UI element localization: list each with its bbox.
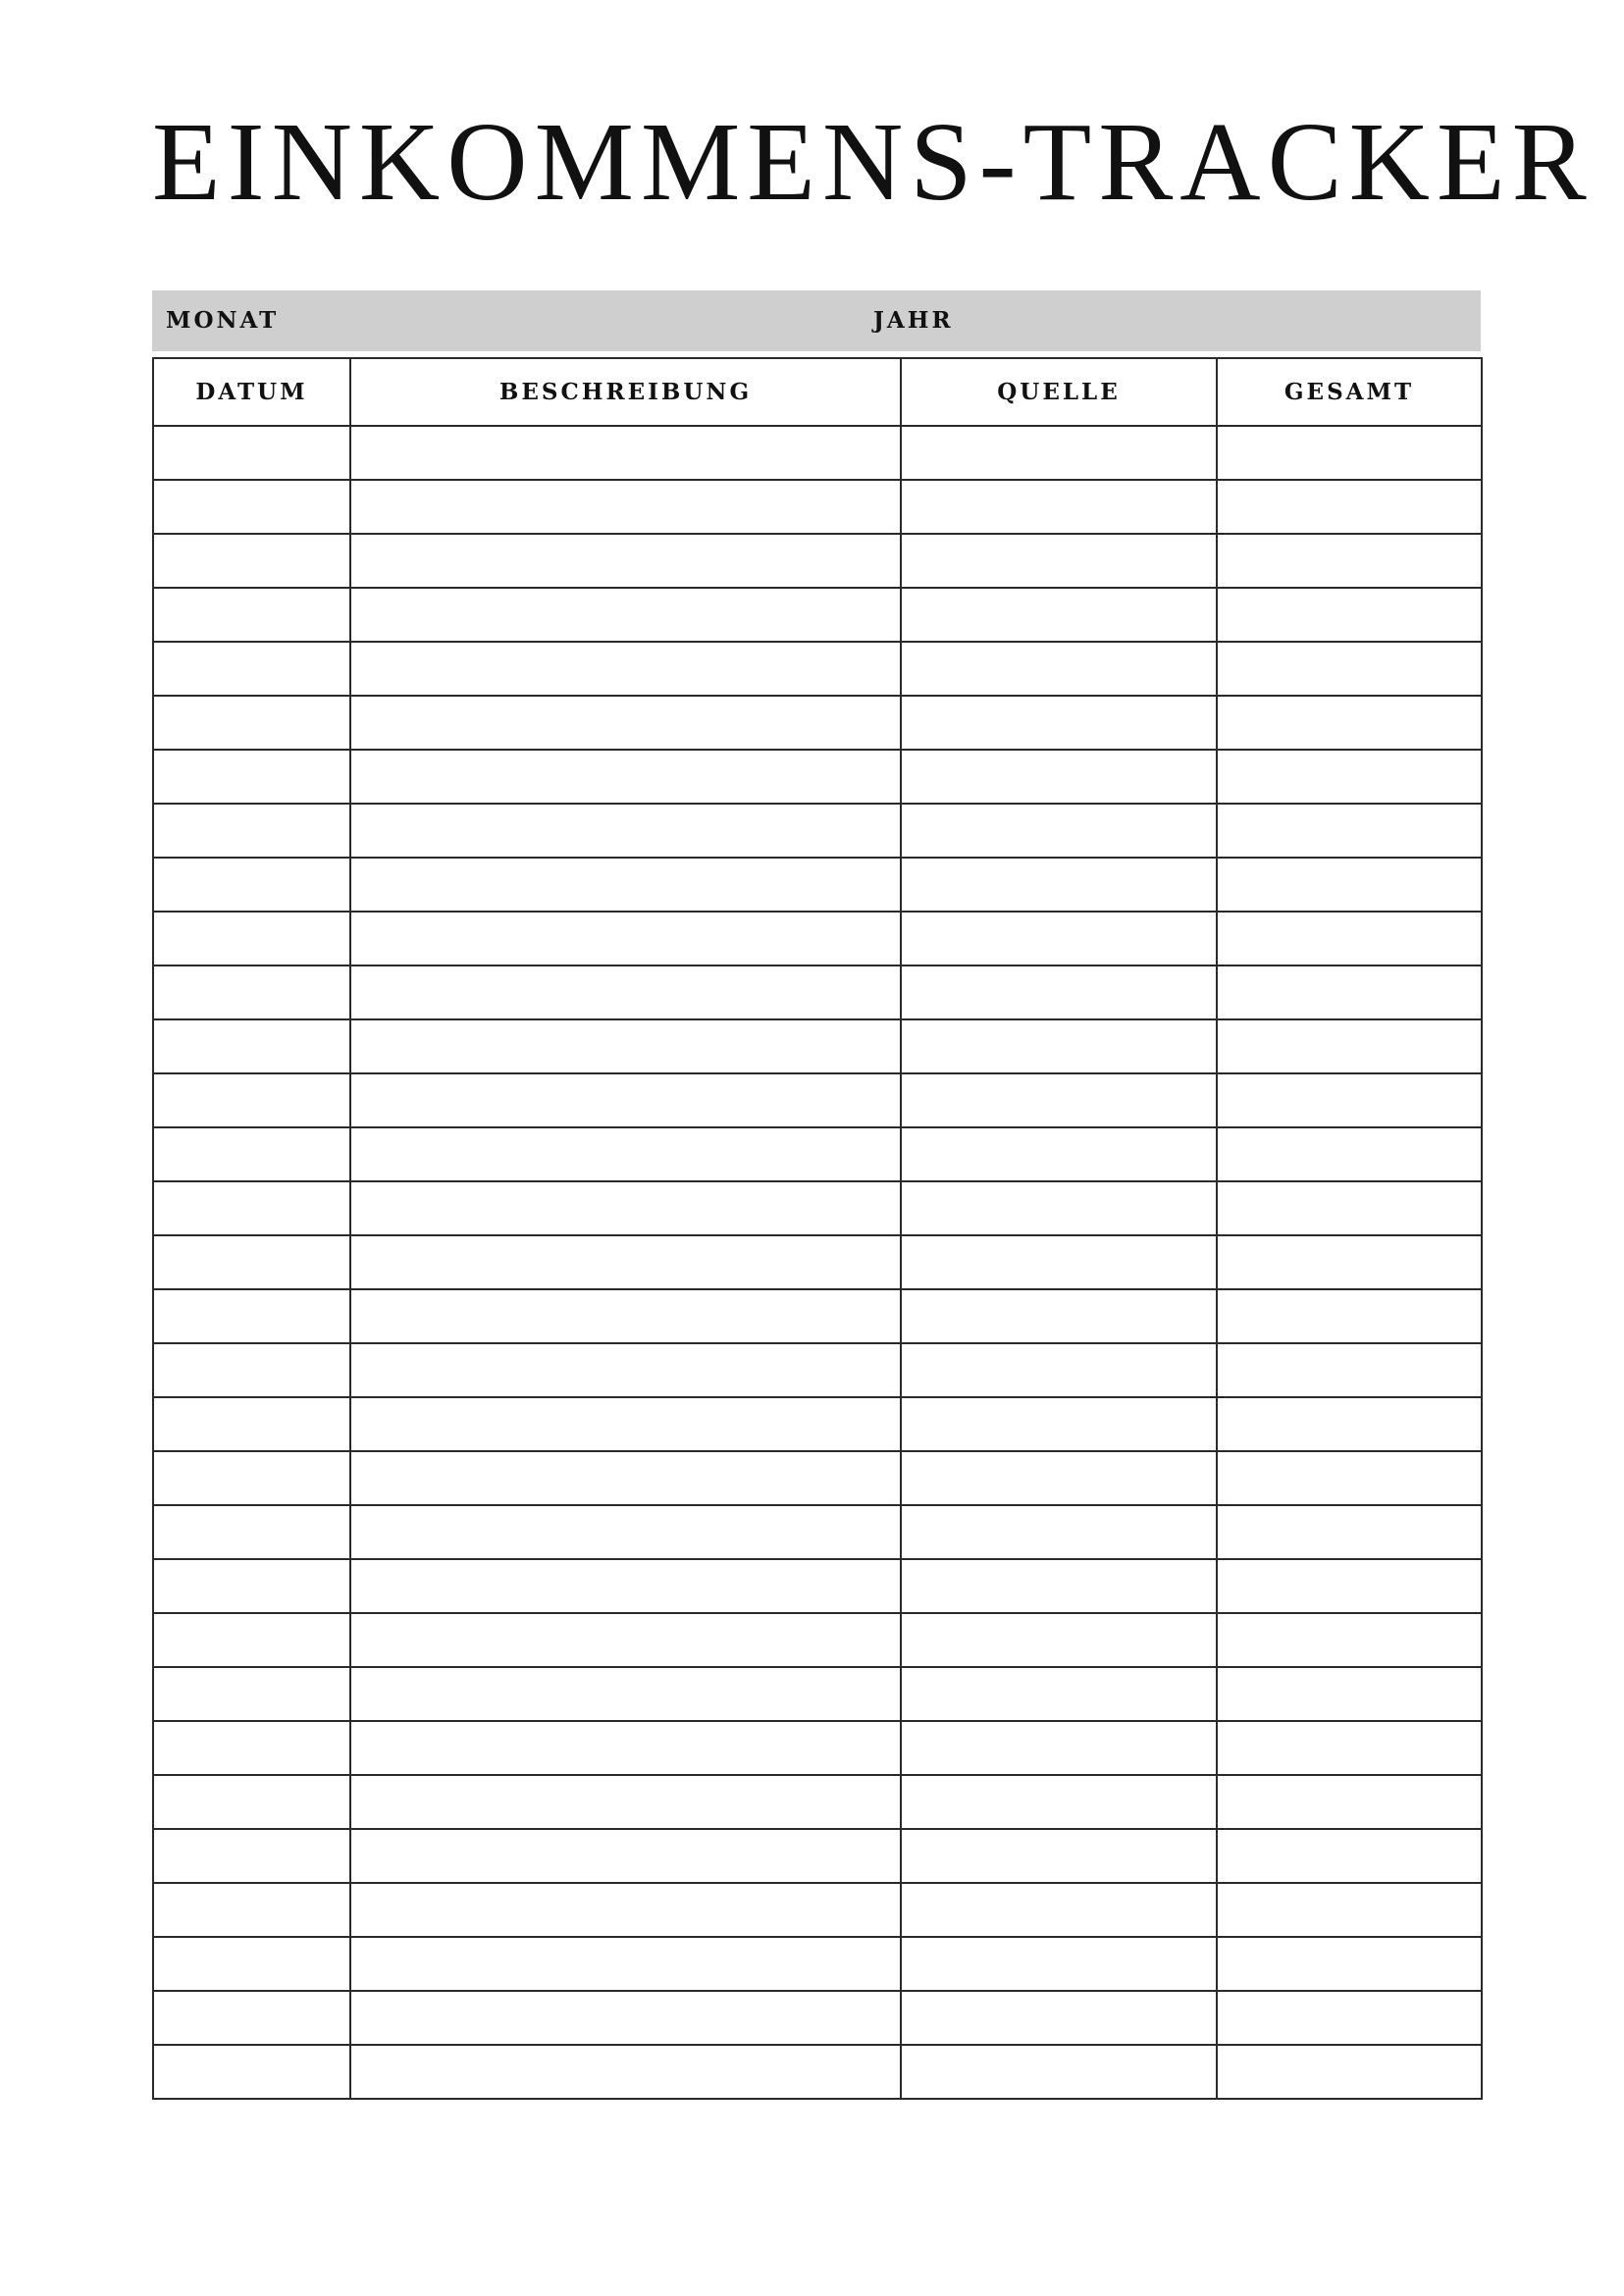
datum-cell[interactable] xyxy=(153,1613,350,1667)
quelle-cell[interactable] xyxy=(901,1235,1217,1289)
datum-cell[interactable] xyxy=(153,912,350,965)
gesamt-cell[interactable] xyxy=(1217,1721,1482,1775)
datum-cell[interactable] xyxy=(153,1127,350,1181)
beschreibung-cell[interactable] xyxy=(350,1613,901,1667)
quelle-cell[interactable] xyxy=(901,1991,1217,2045)
table-row xyxy=(153,1181,1482,1235)
quelle-cell[interactable] xyxy=(901,588,1217,642)
month-label: MONAT xyxy=(166,307,280,334)
quelle-cell[interactable] xyxy=(901,858,1217,912)
beschreibung-cell[interactable] xyxy=(350,1235,901,1289)
table-row xyxy=(153,1775,1482,1829)
datum-cell[interactable] xyxy=(153,696,350,750)
beschreibung-cell[interactable] xyxy=(350,588,901,642)
beschreibung-cell[interactable] xyxy=(350,1019,901,1073)
beschreibung-cell[interactable] xyxy=(350,1559,901,1613)
beschreibung-cell[interactable] xyxy=(350,1775,901,1829)
gesamt-cell[interactable] xyxy=(1217,588,1482,642)
gesamt-cell[interactable] xyxy=(1217,1829,1482,1883)
table-row xyxy=(153,642,1482,696)
datum-cell[interactable] xyxy=(153,2045,350,2099)
beschreibung-cell[interactable] xyxy=(350,1721,901,1775)
gesamt-cell[interactable] xyxy=(1217,750,1482,804)
quelle-cell[interactable] xyxy=(901,1829,1217,1883)
datum-cell[interactable] xyxy=(153,1397,350,1451)
gesamt-cell[interactable] xyxy=(1217,1073,1482,1127)
table-row xyxy=(153,965,1482,1019)
datum-cell[interactable] xyxy=(153,1451,350,1505)
quelle-cell[interactable] xyxy=(901,804,1217,858)
quelle-cell[interactable] xyxy=(901,750,1217,804)
gesamt-cell[interactable] xyxy=(1217,1235,1482,1289)
gesamt-cell[interactable] xyxy=(1217,1937,1482,1991)
beschreibung-cell[interactable] xyxy=(350,1397,901,1451)
beschreibung-cell[interactable] xyxy=(350,1667,901,1721)
datum-cell[interactable] xyxy=(153,1019,350,1073)
table-row xyxy=(153,1937,1482,1991)
table-row xyxy=(153,912,1482,965)
datum-cell[interactable] xyxy=(153,1559,350,1613)
table-row xyxy=(153,1073,1482,1127)
quelle-cell[interactable] xyxy=(901,1559,1217,1613)
table-header-row xyxy=(153,358,1482,426)
datum-cell[interactable] xyxy=(153,1937,350,1991)
table-row xyxy=(153,1343,1482,1397)
month-year-bar xyxy=(152,290,1481,351)
gesamt-cell[interactable] xyxy=(1217,1181,1482,1235)
quelle-cell[interactable] xyxy=(901,1667,1217,1721)
beschreibung-cell[interactable] xyxy=(350,1937,901,1991)
quelle-cell[interactable] xyxy=(901,534,1217,588)
beschreibung-cell[interactable] xyxy=(350,534,901,588)
beschreibung-cell[interactable] xyxy=(350,480,901,534)
quelle-cell[interactable] xyxy=(901,1127,1217,1181)
table-body xyxy=(153,426,1482,2099)
gesamt-cell[interactable] xyxy=(1217,1397,1482,1451)
gesamt-cell[interactable] xyxy=(1217,480,1482,534)
gesamt-cell[interactable] xyxy=(1217,1613,1482,1667)
datum-cell[interactable] xyxy=(153,1181,350,1235)
page-title: EINKOMMENS-TRACKER xyxy=(152,99,1594,224)
beschreibung-cell[interactable] xyxy=(350,1991,901,2045)
table-row xyxy=(153,1883,1482,1937)
beschreibung-cell[interactable] xyxy=(350,965,901,1019)
quelle-cell[interactable] xyxy=(901,965,1217,1019)
quelle-cell[interactable] xyxy=(901,1451,1217,1505)
quelle-cell[interactable] xyxy=(901,1505,1217,1559)
table-row xyxy=(153,1559,1482,1613)
table-row xyxy=(153,750,1482,804)
table-row xyxy=(153,1397,1482,1451)
gesamt-cell[interactable] xyxy=(1217,804,1482,858)
gesamt-cell[interactable] xyxy=(1217,1883,1482,1937)
beschreibung-cell[interactable] xyxy=(350,642,901,696)
quelle-cell[interactable] xyxy=(901,1937,1217,1991)
header-beschreibung: BESCHREIBUNG xyxy=(350,358,901,426)
table-row xyxy=(153,1289,1482,1343)
beschreibung-cell[interactable] xyxy=(350,2045,901,2099)
quelle-cell[interactable] xyxy=(901,1775,1217,1829)
datum-cell[interactable] xyxy=(153,1289,350,1343)
table-row xyxy=(153,2045,1482,2099)
beschreibung-cell[interactable] xyxy=(350,858,901,912)
gesamt-cell[interactable] xyxy=(1217,1127,1482,1181)
quelle-cell[interactable] xyxy=(901,426,1217,480)
beschreibung-cell[interactable] xyxy=(350,1343,901,1397)
table-row xyxy=(153,1991,1482,2045)
gesamt-cell[interactable] xyxy=(1217,1559,1482,1613)
gesamt-cell[interactable] xyxy=(1217,1775,1482,1829)
table-row xyxy=(153,1451,1482,1505)
quelle-cell[interactable] xyxy=(901,1343,1217,1397)
table-row xyxy=(153,1019,1482,1073)
beschreibung-cell[interactable] xyxy=(350,696,901,750)
beschreibung-cell[interactable] xyxy=(350,750,901,804)
table-row xyxy=(153,480,1482,534)
quelle-cell[interactable] xyxy=(901,912,1217,965)
datum-cell[interactable] xyxy=(153,1991,350,2045)
income-table xyxy=(152,357,1483,2100)
datum-cell[interactable] xyxy=(153,1667,350,1721)
datum-cell[interactable] xyxy=(153,642,350,696)
gesamt-cell[interactable] xyxy=(1217,1451,1482,1505)
table-row xyxy=(153,1505,1482,1559)
gesamt-cell[interactable] xyxy=(1217,696,1482,750)
gesamt-cell[interactable] xyxy=(1217,534,1482,588)
table-row xyxy=(153,1235,1482,1289)
quelle-cell[interactable] xyxy=(901,1289,1217,1343)
year-label: JAHR xyxy=(873,307,954,334)
beschreibung-cell[interactable] xyxy=(350,1181,901,1235)
datum-cell[interactable] xyxy=(153,1829,350,1883)
gesamt-cell[interactable] xyxy=(1217,642,1482,696)
datum-cell[interactable] xyxy=(153,1883,350,1937)
gesamt-cell[interactable] xyxy=(1217,965,1482,1019)
gesamt-cell[interactable] xyxy=(1217,1991,1482,2045)
beschreibung-cell[interactable] xyxy=(350,1073,901,1127)
gesamt-cell[interactable] xyxy=(1217,858,1482,912)
table-row xyxy=(153,588,1482,642)
quelle-cell[interactable] xyxy=(901,1397,1217,1451)
header-gesamt: GESAMT xyxy=(1217,358,1482,426)
datum-cell[interactable] xyxy=(153,480,350,534)
datum-cell[interactable] xyxy=(153,1505,350,1559)
gesamt-cell[interactable] xyxy=(1217,1289,1482,1343)
quelle-cell[interactable] xyxy=(901,1073,1217,1127)
datum-cell[interactable] xyxy=(153,804,350,858)
gesamt-cell[interactable] xyxy=(1217,912,1482,965)
datum-cell[interactable] xyxy=(153,534,350,588)
datum-cell[interactable] xyxy=(153,588,350,642)
table-row xyxy=(153,1829,1482,1883)
beschreibung-cell[interactable] xyxy=(350,804,901,858)
quelle-cell[interactable] xyxy=(901,1019,1217,1073)
gesamt-cell[interactable] xyxy=(1217,1343,1482,1397)
datum-cell[interactable] xyxy=(153,1775,350,1829)
datum-cell[interactable] xyxy=(153,1073,350,1127)
table-row xyxy=(153,1613,1482,1667)
quelle-cell[interactable] xyxy=(901,1721,1217,1775)
quelle-cell[interactable] xyxy=(901,480,1217,534)
datum-cell[interactable] xyxy=(153,426,350,480)
datum-cell[interactable] xyxy=(153,1343,350,1397)
quelle-cell[interactable] xyxy=(901,642,1217,696)
beschreibung-cell[interactable] xyxy=(350,1829,901,1883)
table-row xyxy=(153,1721,1482,1775)
header-datum: DATUM xyxy=(153,358,350,426)
table-row xyxy=(153,426,1482,480)
datum-cell[interactable] xyxy=(153,1235,350,1289)
quelle-cell[interactable] xyxy=(901,1883,1217,1937)
beschreibung-cell[interactable] xyxy=(350,912,901,965)
beschreibung-cell[interactable] xyxy=(350,1451,901,1505)
quelle-cell[interactable] xyxy=(901,1613,1217,1667)
beschreibung-cell[interactable] xyxy=(350,426,901,480)
datum-cell[interactable] xyxy=(153,750,350,804)
gesamt-cell[interactable] xyxy=(1217,426,1482,480)
quelle-cell[interactable] xyxy=(901,696,1217,750)
gesamt-cell[interactable] xyxy=(1217,2045,1482,2099)
quelle-cell[interactable] xyxy=(901,1181,1217,1235)
beschreibung-cell[interactable] xyxy=(350,1127,901,1181)
quelle-cell[interactable] xyxy=(901,2045,1217,2099)
table-row xyxy=(153,696,1482,750)
datum-cell[interactable] xyxy=(153,965,350,1019)
table-row xyxy=(153,1127,1482,1181)
beschreibung-cell[interactable] xyxy=(350,1883,901,1937)
table-row xyxy=(153,534,1482,588)
table-row xyxy=(153,858,1482,912)
beschreibung-cell[interactable] xyxy=(350,1289,901,1343)
gesamt-cell[interactable] xyxy=(1217,1505,1482,1559)
table-row xyxy=(153,804,1482,858)
datum-cell[interactable] xyxy=(153,858,350,912)
gesamt-cell[interactable] xyxy=(1217,1019,1482,1073)
table-row xyxy=(153,1667,1482,1721)
gesamt-cell[interactable] xyxy=(1217,1667,1482,1721)
header-quelle: QUELLE xyxy=(901,358,1217,426)
beschreibung-cell[interactable] xyxy=(350,1505,901,1559)
datum-cell[interactable] xyxy=(153,1721,350,1775)
